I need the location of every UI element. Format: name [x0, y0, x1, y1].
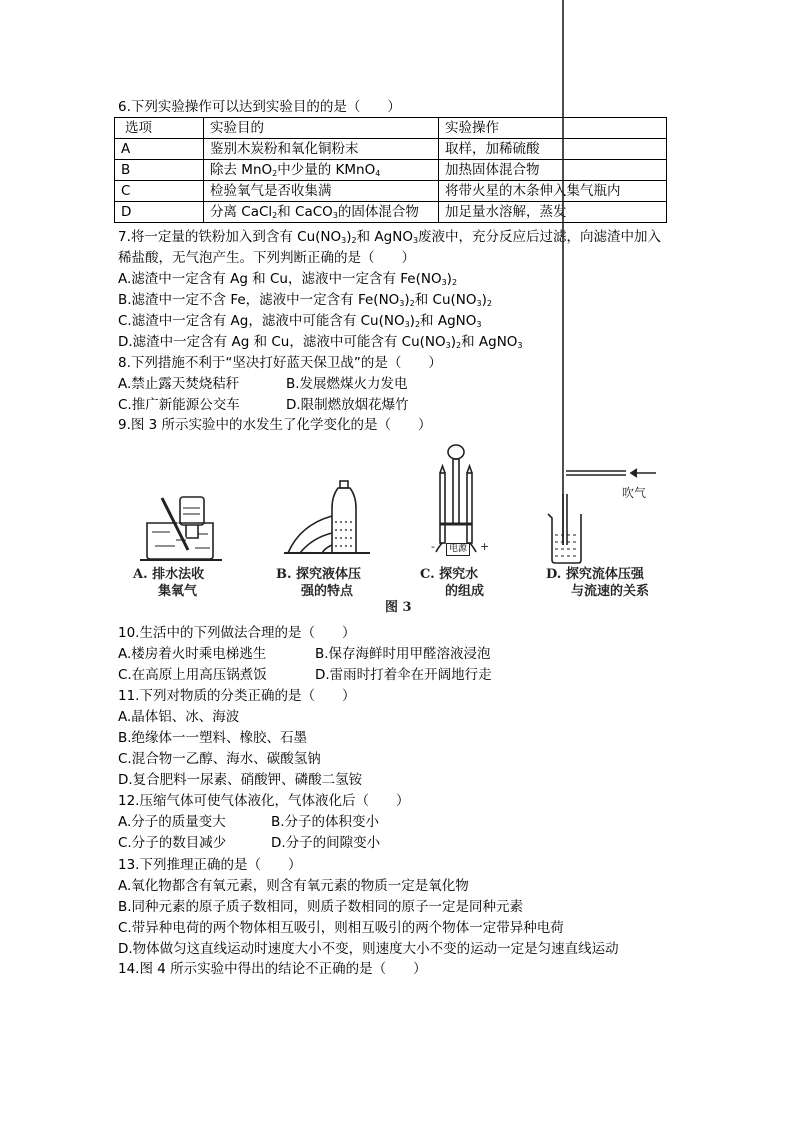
question-11-option-b: B.绝缘体一一塑料、橡胶、石墨	[118, 730, 308, 746]
text: 分离 CaCl	[210, 204, 273, 220]
subscript: 3	[399, 299, 405, 308]
question-11-title: 11.下列对物质的分类正确的是（ ）	[118, 688, 356, 704]
question-12-options-row2	[118, 833, 538, 853]
row-option: A	[115, 139, 204, 160]
question-10-option-c: C.在高原上用高压锅煮饭	[118, 667, 267, 683]
subscript: 2	[272, 211, 278, 220]
subscript: 2	[486, 299, 492, 308]
subscript: 3	[341, 236, 347, 245]
text: 和 AgNO	[420, 313, 477, 329]
battery-label: 电源	[446, 543, 470, 556]
caption-line: 集氧气	[158, 584, 198, 599]
water-trough-icon	[147, 523, 213, 559]
question-7-title-cont: 稀盐酸，无气泡产生。下列判断正确的是（ ）	[118, 250, 415, 266]
caption-line: A. 排水法收	[133, 567, 205, 582]
subscript: 2	[272, 169, 278, 178]
question-11-option-a: A.晶体铝、冰、海波	[118, 709, 240, 725]
caption-line: C. 探究水	[420, 567, 479, 582]
text: )	[409, 313, 415, 329]
question-10-option-d: D.雷雨时打着伞在开阔地行走	[315, 667, 492, 683]
caption-line: D. 探究流体压强	[546, 567, 644, 582]
subscript: 4	[375, 169, 381, 178]
row-option: B	[115, 160, 204, 181]
subscript: 2	[414, 320, 421, 329]
text: 7.将一定量的铁粉加入到含有 Cu(NO	[118, 229, 342, 245]
question-10-options-row1	[118, 644, 638, 664]
text: 的固体混合物	[337, 204, 419, 220]
row-operation: 加足量水溶解，蒸发	[439, 202, 667, 223]
subscript: 2	[409, 299, 415, 308]
minus-sign: -	[431, 540, 435, 553]
row-operation: 将带火星的木条伸入集气瓶内	[439, 181, 667, 202]
question-10-option-a: A.楼房着火时乘电梯逃生	[118, 646, 267, 662]
subscript: 2	[351, 236, 357, 245]
question-12-option-d: D.分子的间隙变小	[271, 835, 381, 851]
subscript: 3	[445, 341, 451, 350]
text: )	[404, 292, 410, 308]
question-8-title: 8.下列措施不利于“坚决打好蓝天保卫战”的是（ ）	[118, 355, 442, 371]
figure-caption-b	[276, 566, 361, 600]
question-13-option-b: B.同种元素的原子质子数相同，则质子数相同的原子一定是同种元素	[118, 899, 524, 915]
subscript: 3	[517, 341, 523, 350]
question-13-title: 13.下列推理正确的是（ ）	[118, 857, 302, 873]
header-option: 选项	[115, 118, 204, 139]
text: 除去 MnO	[210, 162, 273, 178]
figure-caption-d	[546, 566, 649, 600]
caption-line: B. 探究液体压	[276, 567, 362, 582]
question-11-option-d: D.复合肥料一尿素、硝酸钾、磷酸二氢铵	[118, 772, 363, 788]
subscript: 3	[412, 236, 419, 245]
text: 和 AgNO	[461, 334, 518, 350]
question-10-option-b: B.保存海鲜时用甲醛溶液浸泡	[315, 646, 491, 662]
text: B.滤渣中一定不含 Fe，滤液中一定含有 Fe(NO	[118, 292, 400, 308]
plus-sign: +	[480, 540, 490, 553]
caption-line: 与流速的关系	[571, 584, 650, 599]
text: 废液中，充分反应后过滤，向滤渣中加入	[418, 229, 662, 245]
text: C.滤渣中一定含有 Ag，滤液中可能含有 Cu(NO	[118, 313, 405, 329]
caption-line: 的组成	[445, 584, 485, 599]
caption-line: 强的特点	[301, 584, 354, 599]
text: 和 CaCO	[277, 204, 333, 220]
text: A.滤渣中一定含有 Ag 和 Cu，滤液中一定含有 Fe(NO	[118, 271, 442, 287]
question-10-options-row2	[118, 665, 638, 685]
question-8-option-a: A.禁止露天焚烧秸秆	[118, 376, 240, 392]
text: D.滤渣中一定含有 Ag 和 Cu，滤液中可能含有 Cu(NO	[118, 334, 446, 350]
figure-3-label: 图 3	[385, 600, 412, 615]
question-12-title: 12.压缩气体可使气体液化，气体液化后（ ）	[118, 793, 410, 809]
text: )	[450, 334, 456, 350]
blow-label: 吹气	[622, 486, 647, 500]
figure-caption-a	[133, 566, 204, 600]
row-operation: 加热固体混合物	[439, 160, 667, 181]
text: )	[446, 271, 452, 287]
row-operation: 取样，加稀硫酸	[439, 139, 667, 160]
subscript: 3	[476, 299, 482, 308]
text: )	[481, 292, 487, 308]
subscript: 3	[476, 320, 482, 329]
question-12-option-b: B.分子的体积变小	[271, 814, 380, 830]
subscript: 3	[332, 211, 338, 220]
question-13-option-d: D.物体做匀这直线运动时速度大小不变，则速度大小不变的运动一定是匀速直线运动	[118, 941, 619, 957]
question-9-title: 9.图 3 所示实验中的水发生了化学变化的是（ ）	[118, 417, 432, 433]
question-13-option-c: C.带异种电荷的两个物体相互吸引，则相互吸引的两个物体一定带异种电荷	[118, 920, 564, 936]
text: )	[346, 229, 352, 245]
subscript: 2	[451, 278, 458, 287]
figure-caption-c	[420, 566, 484, 600]
question-10-title: 10.生活中的下列做法合理的是（ ）	[118, 625, 356, 641]
question-8-option-b: B.发展燃煤火力发电	[286, 376, 408, 392]
row-purpose: 鉴别木炭粉和氧化铜粉末	[204, 139, 439, 160]
text: 和 Cu(NO	[414, 292, 477, 308]
subscript: 3	[404, 320, 410, 329]
row-option: C	[115, 181, 204, 202]
header-purpose: 实验目的	[204, 118, 439, 139]
question-12-options-row1	[118, 812, 538, 832]
text: 和 AgNO	[356, 229, 413, 245]
question-8-option-c: C.推广新能源公交车	[118, 397, 240, 413]
header-operation: 实验操作	[439, 118, 667, 139]
question-13-option-a: A.氧化物都含有氧元素，则含有氧元素的物质一定是氧化物	[118, 878, 469, 894]
subscript: 3	[441, 278, 447, 287]
question-12-option-a: A.分子的质量变大	[118, 814, 226, 830]
row-purpose: 检验氧气是否收集满	[204, 181, 439, 202]
question-14-title: 14.图 4 所示实验中得出的结论不正确的是（ ）	[118, 961, 427, 977]
question-12-option-c: C.分子的数目减少	[118, 835, 227, 851]
subscript: 2	[456, 341, 462, 350]
text: 中少量的 KMnO	[277, 162, 376, 178]
question-6-title: 6.下列实验操作可以达到实验目的的是（ ）	[118, 99, 401, 115]
question-8-option-d: D.限制燃放烟花爆竹	[286, 397, 409, 413]
question-11-option-c: C.混合物一乙醇、海水、碳酸氢钠	[118, 751, 321, 767]
row-option: D	[115, 202, 204, 223]
